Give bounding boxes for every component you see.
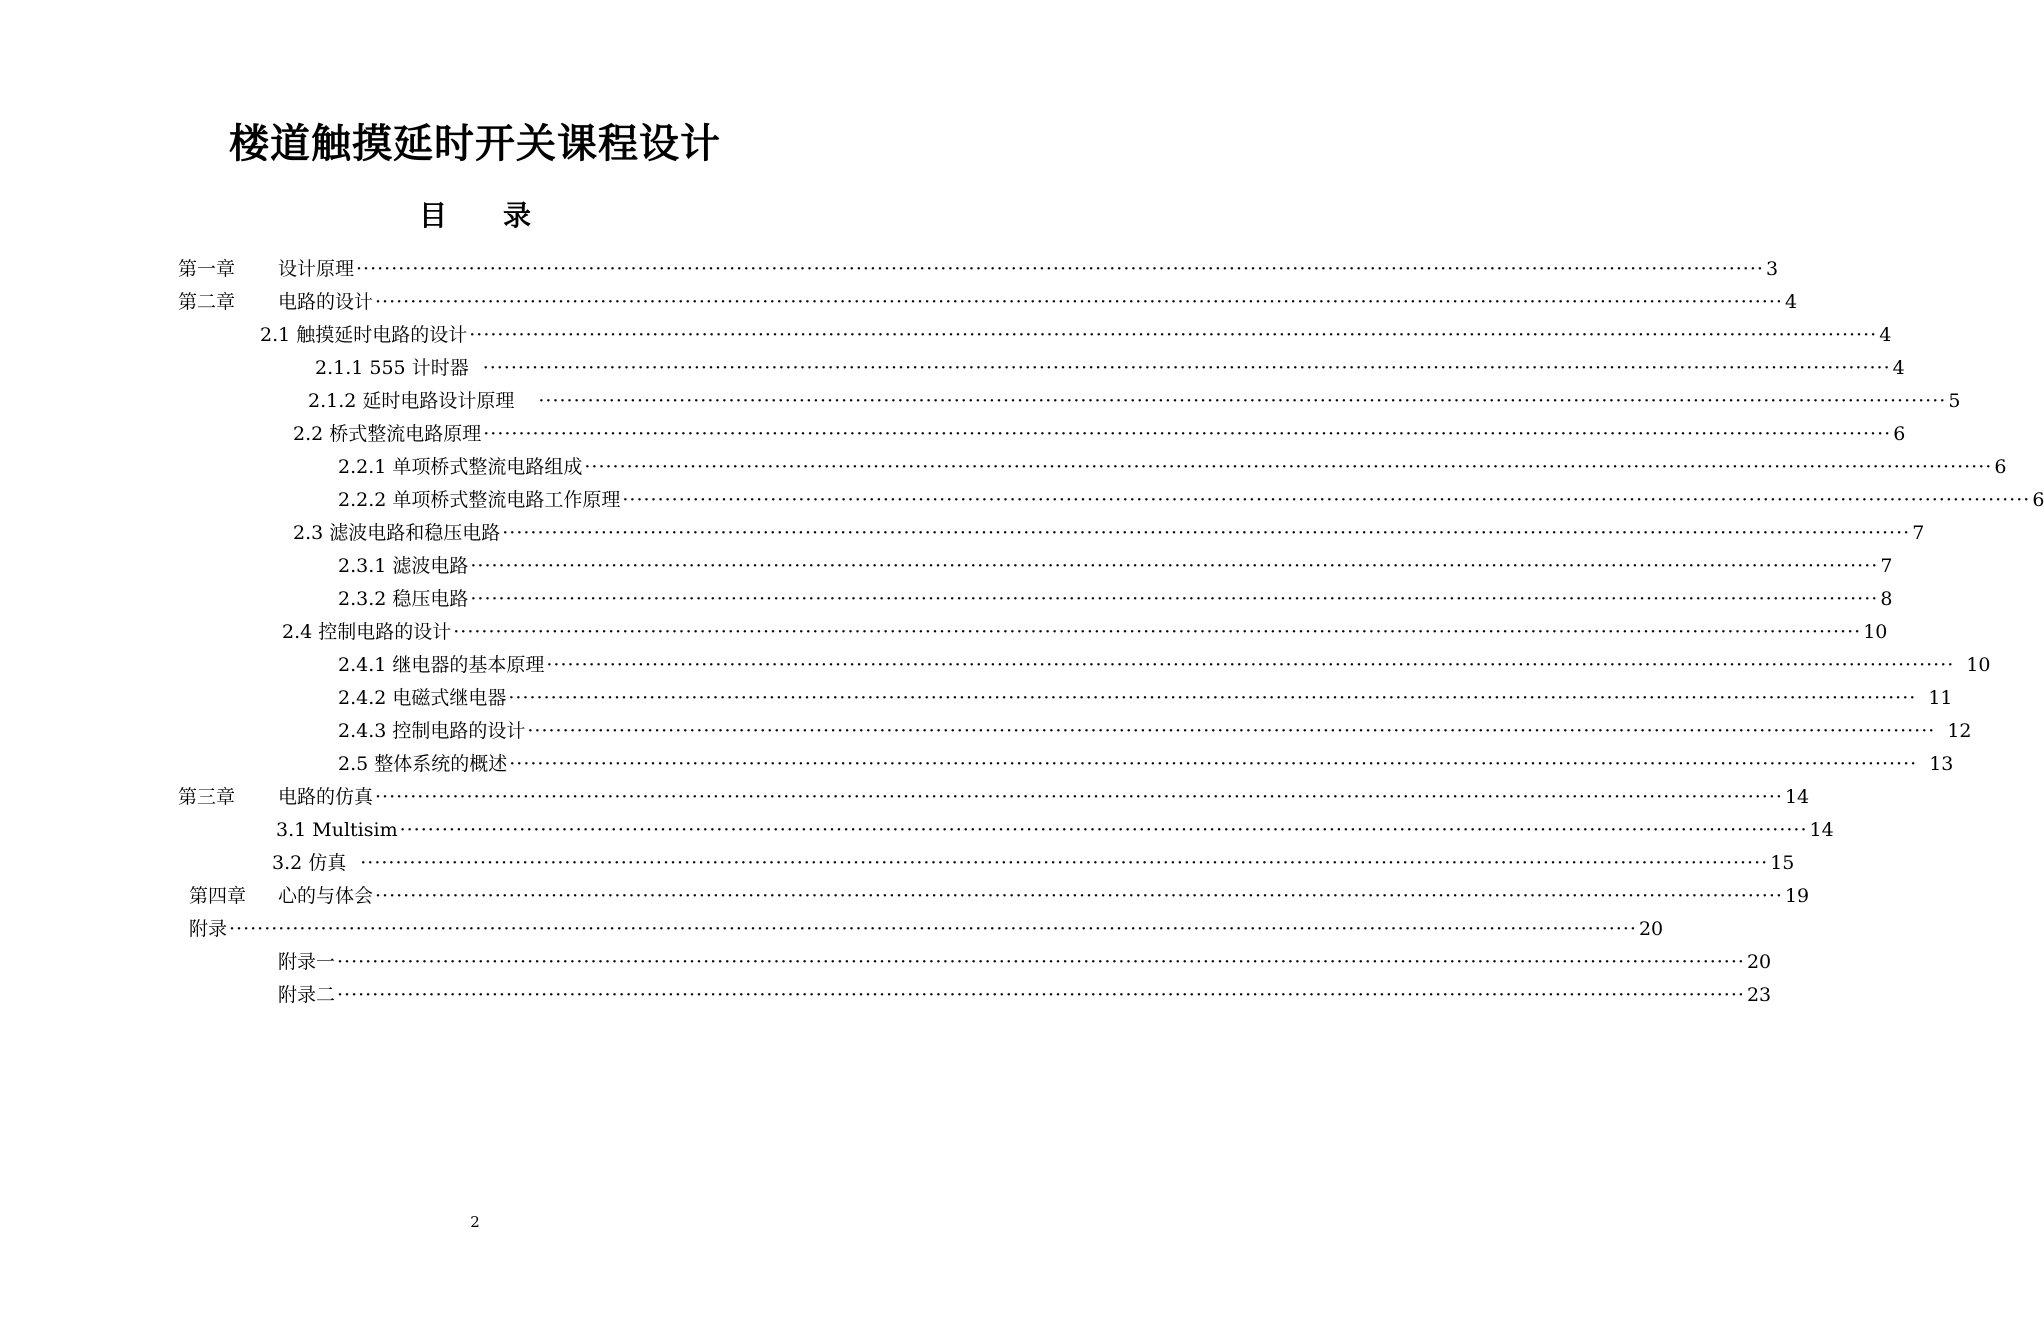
toc-entry-label: 附录一 (278, 951, 336, 973)
toc-entry-label: 2.3 滤波电路和稳压电路 (293, 522, 501, 544)
toc-entry-page: 20 (1638, 918, 1664, 940)
toc-entry[interactable] (338, 749, 1954, 779)
toc-entry-label: 附录 (189, 918, 228, 940)
toc-entry[interactable] (338, 485, 2044, 515)
toc-dot-leader: ········································································································································································································ (482, 357, 1891, 379)
toc-entry-label: 2.4 控制电路的设计 (282, 621, 452, 643)
toc-entry[interactable] (282, 617, 1888, 647)
toc-entry[interactable] (308, 386, 1961, 416)
toc-entry[interactable] (178, 254, 1779, 284)
toc-entry-label: 附录二 (278, 984, 336, 1006)
toc-dot-leader: ········································································································································································································ (527, 720, 1936, 742)
toc-entry-page: 4 (1892, 357, 1905, 379)
toc-dot-leader: ········································································································································································································ (375, 885, 1783, 907)
toc-heading-char-1: 目 (418, 199, 447, 232)
toc-heading (0, 196, 950, 236)
toc-entry-page: 14 (1809, 819, 1834, 841)
toc-dot-leader: ········································································································································································································ (375, 291, 1783, 313)
toc-dot-leader: ········································································································································································································ (470, 555, 1879, 577)
toc-entry[interactable] (189, 881, 1810, 911)
toc-entry-page: 20 (1746, 951, 1772, 973)
document-title: 楼道触摸延时开关课程设计 (229, 121, 721, 167)
toc-entry-label: 2.2.1 单项桥式整流电路组成 (338, 456, 583, 478)
toc-entry-label: 第二章 电路的设计 (178, 287, 373, 317)
toc-dot-leader: ········································································································································································································ (337, 951, 1745, 973)
toc-dot-leader: ········································································································································································································ (356, 258, 1764, 280)
toc-entry-label: 2.2.2 单项桥式整流电路工作原理 (338, 489, 621, 511)
toc-dot-leader: ········································································································································································································ (546, 654, 1955, 676)
toc-entry[interactable] (276, 815, 1834, 845)
toc-dot-leader: ········································································································································································································ (584, 456, 1993, 478)
toc-entry-page: 15 (1770, 852, 1795, 874)
toc-entry-page: 7 (1912, 522, 1925, 544)
toc-dot-leader: ········································································································································································································ (399, 819, 1808, 841)
toc-entry-page: 10 (1863, 621, 1888, 643)
toc-entry-page: 8 (1880, 588, 1893, 610)
toc-entry-page: 23 (1746, 984, 1772, 1006)
toc-entry-page: 12 (1947, 720, 1972, 742)
toc-entry-chapter: 第二章 (178, 291, 236, 313)
toc-dot-leader: ········································································································································································································ (483, 423, 1892, 445)
toc-entry-label: 第四章 心的与体会 (189, 881, 373, 911)
toc-dot-leader: ········································································································································································································ (375, 786, 1783, 808)
toc-entry[interactable] (178, 782, 1810, 812)
toc-entry-page: 5 (1948, 390, 1961, 412)
toc-entry-label: 3.1 Multisim (276, 819, 398, 841)
toc-entry-label: 3.2 仿真 (272, 852, 347, 874)
toc-entry-page: 4 (1879, 324, 1892, 346)
toc-dot-leader: ········································································································································································································ (337, 984, 1745, 1006)
toc-entry-label: 2.4.1 继电器的基本原理 (338, 654, 545, 676)
toc-entry-page: 13 (1929, 753, 1954, 775)
toc-entry[interactable] (278, 980, 1772, 1010)
toc-dot-leader: ········································································································································································································ (453, 621, 1862, 643)
toc-entry-label: 2.4.3 控制电路的设计 (338, 720, 526, 742)
toc-dot-leader: ········································································································································································································ (469, 324, 1878, 346)
toc-entry-page: 11 (1928, 687, 1953, 709)
toc-entry-page: 6 (1893, 423, 1906, 445)
toc-entry-label: 2.3.1 滤波电路 (338, 555, 469, 577)
toc-dot-leader: ········································································································································································································ (509, 753, 1918, 775)
toc-entry-label: 2.1 触摸延时电路的设计 (260, 324, 468, 346)
toc-entry-label: 2.3.2 稳压电路 (338, 588, 469, 610)
toc-dot-leader: ········································································································································································································ (360, 852, 1769, 874)
toc-entry-label: 2.5 整体系统的概述 (338, 753, 508, 775)
toc-dot-leader: ········································································································································································································ (229, 918, 1637, 940)
toc-entry-page: 19 (1784, 885, 1810, 907)
toc-entry[interactable] (272, 848, 1795, 878)
toc-entry-chapter: 第三章 (178, 786, 236, 808)
toc-entry-page: 3 (1765, 258, 1779, 280)
toc-entry[interactable] (278, 947, 1772, 977)
toc-entry[interactable] (293, 419, 1906, 449)
toc-dot-leader: ········································································································································································································ (538, 390, 1947, 412)
toc-entry[interactable] (293, 518, 1925, 548)
toc-entry[interactable] (189, 914, 1664, 944)
toc-entry[interactable] (338, 683, 1953, 713)
page-number: 2 (470, 1213, 480, 1231)
toc-entry-chapter: 第一章 (178, 258, 236, 280)
toc-entry-page: 7 (1880, 555, 1893, 577)
toc-entry[interactable] (315, 353, 1905, 383)
toc-entry-label: 2.1.2 延时电路设计原理 (308, 390, 515, 412)
toc-entry-page: 6 (1994, 456, 2007, 478)
toc-entry-page: 10 (1966, 654, 1991, 676)
toc-entry-page: 4 (1784, 291, 1798, 313)
toc-dot-leader: ········································································································································································································ (470, 588, 1879, 610)
toc-entry[interactable] (338, 452, 2007, 482)
toc-entry-chapter: 第四章 (189, 885, 247, 907)
toc-entry-page: 14 (1784, 786, 1810, 808)
toc-heading-char-2: 录 (503, 199, 532, 232)
toc-entry-label: 第一章 设计原理 (178, 254, 354, 284)
toc-entry[interactable] (338, 650, 1991, 680)
toc-entry[interactable] (178, 287, 1798, 317)
toc-entry-label: 2.4.2 电磁式继电器 (338, 687, 507, 709)
toc-dot-leader: ········································································································································································································ (622, 489, 2031, 511)
toc-dot-leader: ········································································································································································································ (502, 522, 1911, 544)
toc-entry-label: 2.1.1 555 计时器 (315, 357, 469, 379)
toc-entry[interactable] (338, 584, 1893, 614)
toc-dot-leader: ········································································································································································································ (508, 687, 1917, 709)
toc-entry[interactable] (260, 320, 1892, 350)
toc-entry-label: 2.2 桥式整流电路原理 (293, 423, 482, 445)
toc-entry[interactable] (338, 551, 1893, 581)
toc-entry[interactable] (338, 716, 1972, 746)
toc-entry-label: 第三章 电路的仿真 (178, 782, 373, 812)
toc-entry-page: 6 (2032, 489, 2044, 511)
